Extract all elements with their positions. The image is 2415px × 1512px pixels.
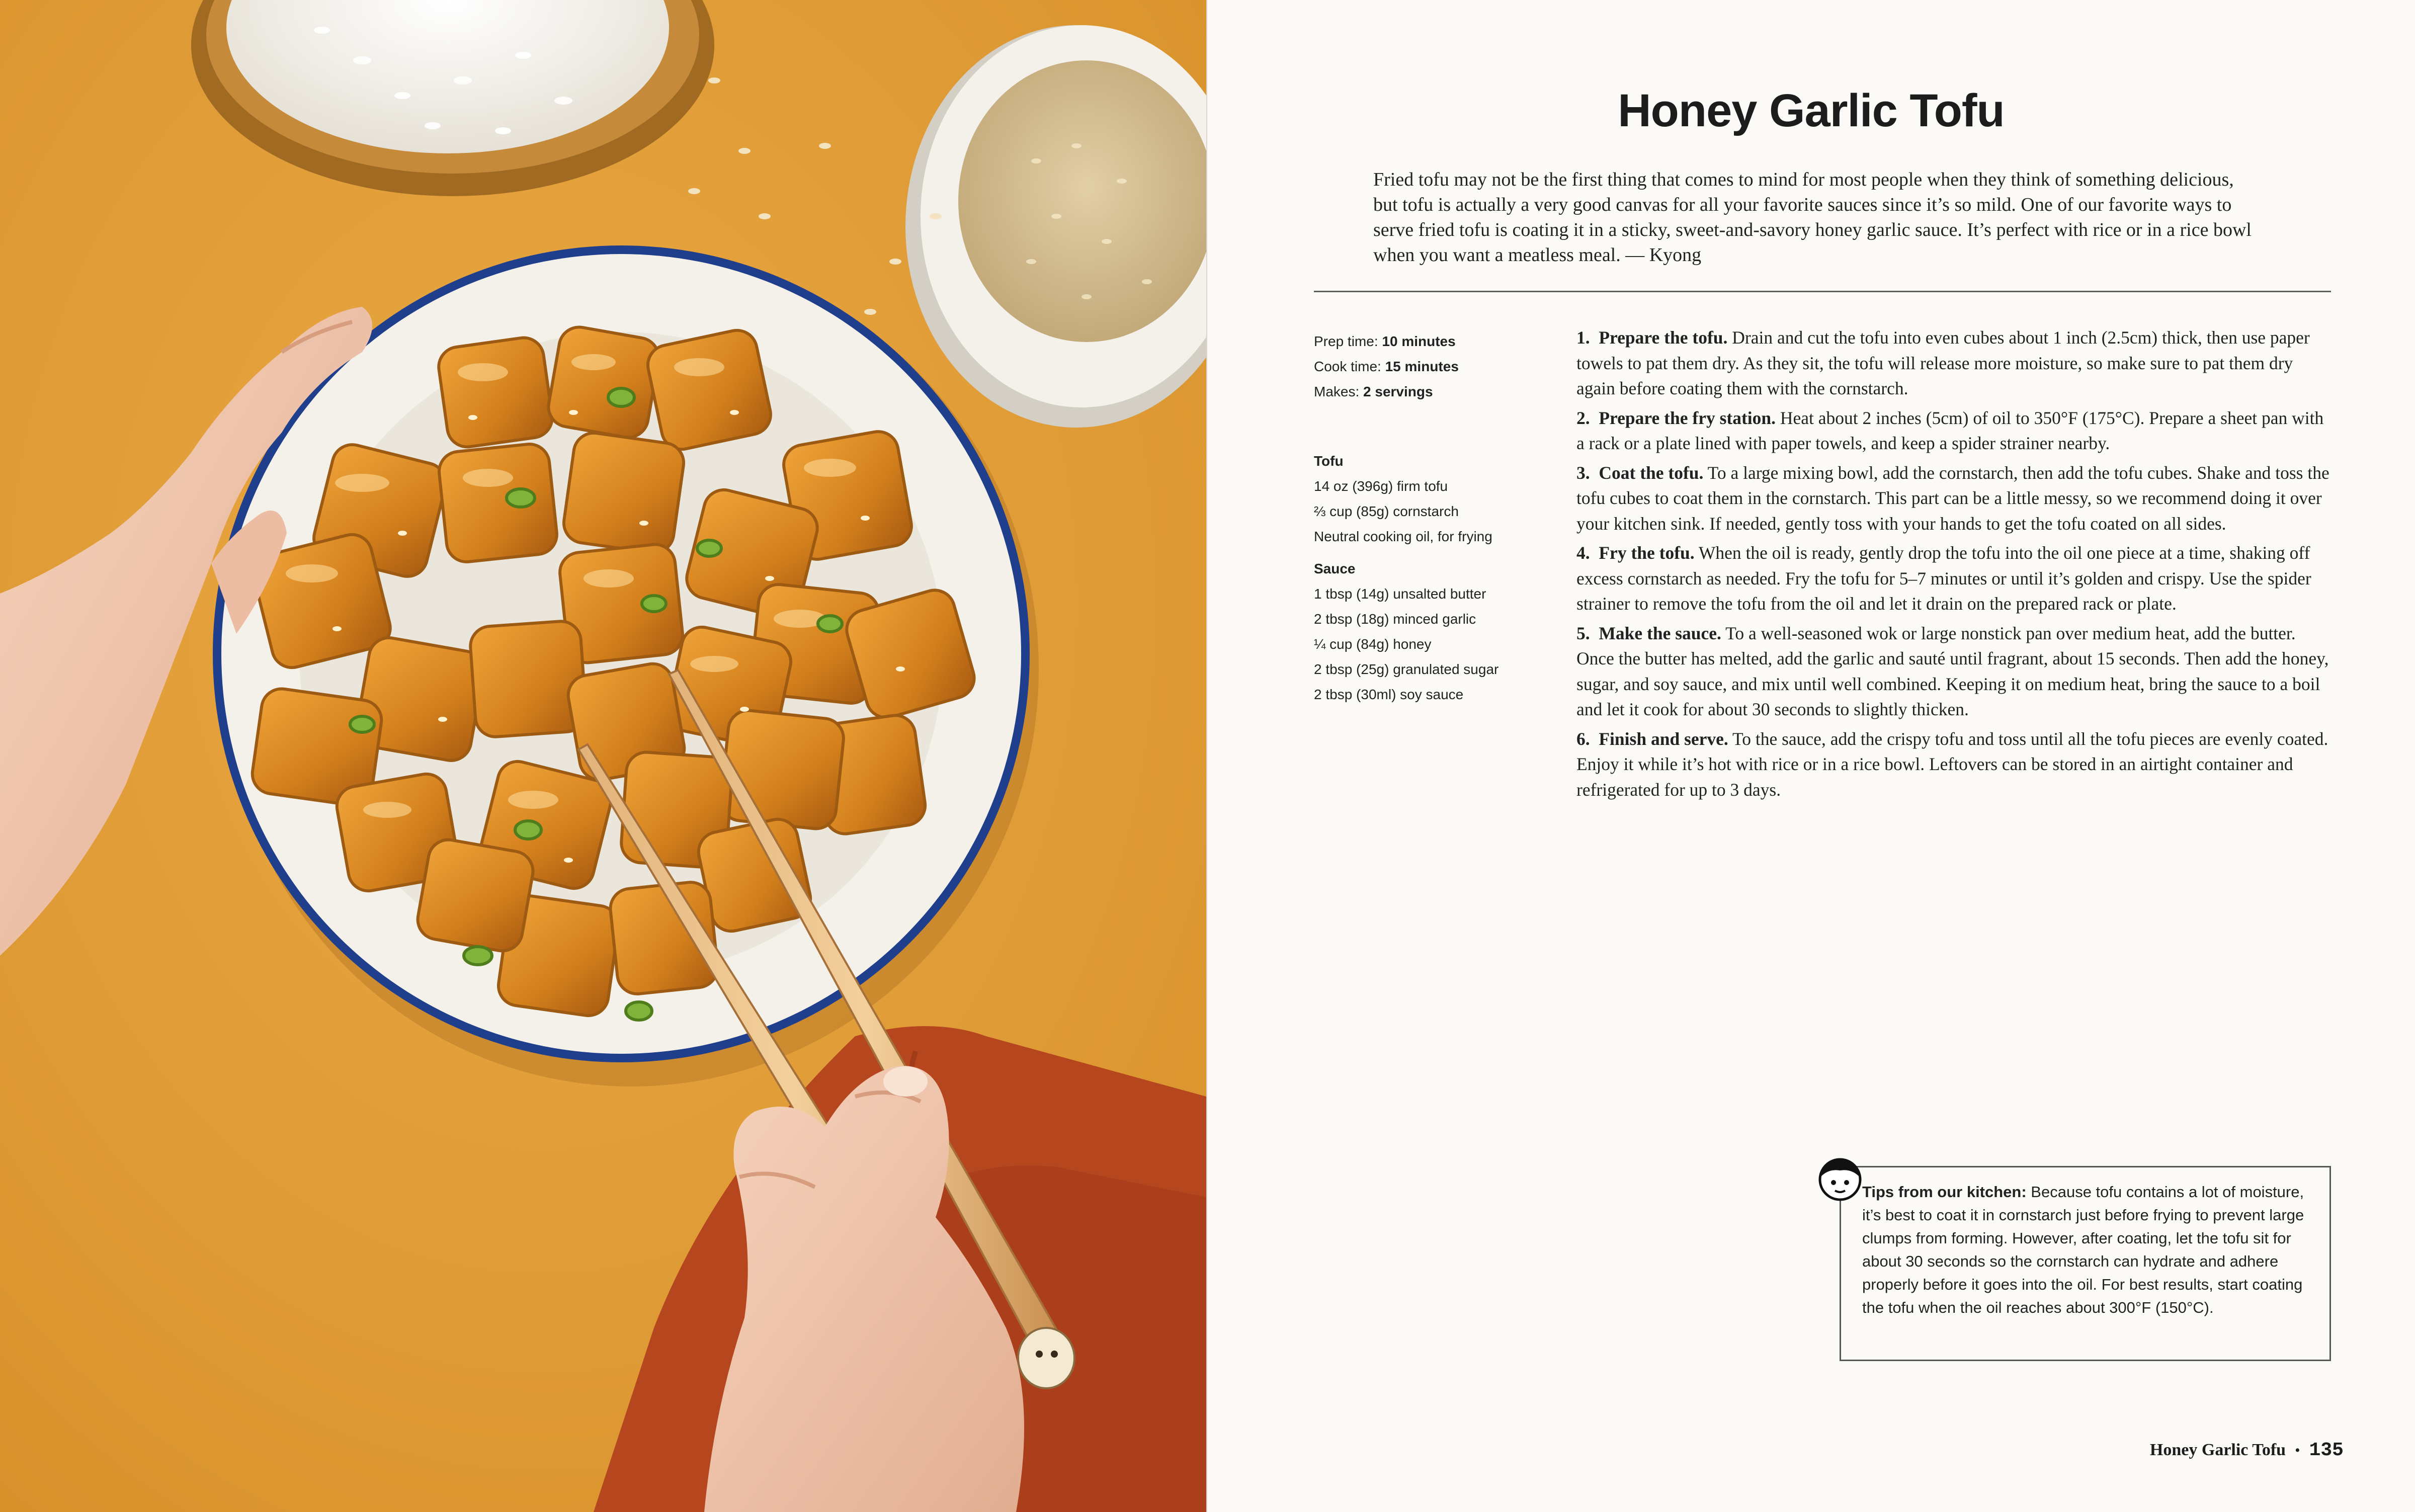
ingredient-item: 2 tbsp (25g) granulated sugar — [1314, 661, 1499, 677]
page-number: 135 — [2309, 1440, 2344, 1461]
recipe-meta — [1314, 329, 1545, 404]
section-divider — [1314, 291, 2331, 292]
tips-box — [1840, 1166, 2331, 1361]
footer-title: Honey Garlic Tofu — [2149, 1441, 2286, 1459]
chef-icon — [1815, 1153, 1865, 1204]
tips-text: Tips from our kitchen: Because tofu contains a lot of moisture, it’s best to coat it in cornstarch just before frying to prevent large clumps from forming. However, after coating, let the tofu sit for about 30 seconds so the cornstarch can hydrate and adhere properly before it goes into the oil. For best results, start coating the tofu when the oil reaches about 300°F (150°C). — [1862, 1183, 2304, 1316]
step-5: 5. Make the sauce. To a well-seasoned wok or large nonstick pan over medium heat, add the butter. Once the butter has melted, add the garlic and sauté until fragrant, about 15 seconds. Then add the honey, sugar, and soy sauce, and mix until well combined. Keeping it on medium heat, bring the sauce to a boil and let it cook for about 30 seconds to slightly thicken. — [1576, 623, 2329, 719]
method-steps — [1576, 325, 2331, 806]
prep-time: Prep time: 10 minutes — [1314, 333, 1456, 349]
step-3: 3. Coat the tofu. To a large mixing bowl, add the cornstarch, then add the tofu cubes. Shake and toss the tofu cubes to coat them in the cornstarch. This part can be a little messy, so we recommend doing it over your kitchen sink. If needed, gently toss with your hands to get the tofu coated on all sides. — [1576, 462, 2329, 534]
recipe-title: Honey Garlic Tofu — [1618, 85, 2005, 136]
servings: Makes: 2 servings — [1314, 384, 1433, 399]
ingredient-item: ⅔ cup (85g) cornstarch — [1314, 503, 1459, 519]
page-footer — [2150, 1440, 2344, 1461]
ingredients-list — [1314, 449, 1550, 707]
step-6: 6. Finish and serve. To the sauce, add the crispy tofu and toss until all the tofu pieces are evenly coated. Enjoy it while it’s hot with rice or in a rice bowl. Leftovers can be stored in an airtight container and refrigerated for up to 3 days. — [1576, 728, 2328, 800]
ingredient-group-sauce — [1314, 556, 1550, 707]
ingredient-item: 14 oz (396g) firm tofu — [1314, 478, 1448, 494]
ingredient-item: 1 tbsp (14g) unsalted butter — [1314, 586, 1486, 602]
ingredient-item: Neutral cooking oil, for frying — [1314, 529, 1492, 544]
step-1: 1. Prepare the tofu. Drain and cut the tofu into even cubes about 1 inch (2.5cm) thick, then use paper towels to pat them dry. As they sit, the tofu will release more moisture, so make sure to pat them dry again before coating them with the cornstarch. — [1576, 327, 2310, 398]
ingredient-item: ¼ cup (84g) honey — [1314, 636, 1432, 652]
ingredient-heading: Sauce — [1314, 561, 1356, 576]
recipe-intro: Fried tofu may not be the first thing that comes to mind for most people when they think of something delicious, but tofu is actually a very good canvas for all your favorite sauces since it’s so mild. One of our favorite ways to serve fried tofu is coating it in a sticky, sweet-and-savory honey garlic sauce. It’s perfect with rice or in a rice bowl when you want a meatless meal. — Kyong — [1373, 169, 2252, 266]
page-gutter — [1206, 0, 1207, 1512]
step-4: 4. Fry the tofu. When the oil is ready, gently drop the tofu into the oil one piece at a time, shaking off excess cornstarch as needed. Fry the tofu for 5–7 minutes or until it’s golden and crispy. Use the spider strainer to remove the tofu from the oil and let it drain on the prepared rack or plate. — [1576, 543, 2311, 614]
step-2: 2. Prepare the fry station. Heat about 2 inches (5cm) of oil to 350°F (175°C). Prepare a sheet pan with a rack or a plate lined with paper towels, and keep a spider strainer nearby. — [1576, 407, 2324, 453]
ingredient-heading: Tofu — [1314, 453, 1344, 469]
ingredient-group-tofu — [1314, 449, 1550, 549]
food-photo — [0, 0, 1206, 1512]
cook-time: Cook time: 15 minutes — [1314, 359, 1459, 374]
ingredient-item: 2 tbsp (18g) minced garlic — [1314, 611, 1476, 627]
ingredient-item: 2 tbsp (30ml) soy sauce — [1314, 687, 1464, 702]
footer-separator: • — [2295, 1442, 2300, 1459]
